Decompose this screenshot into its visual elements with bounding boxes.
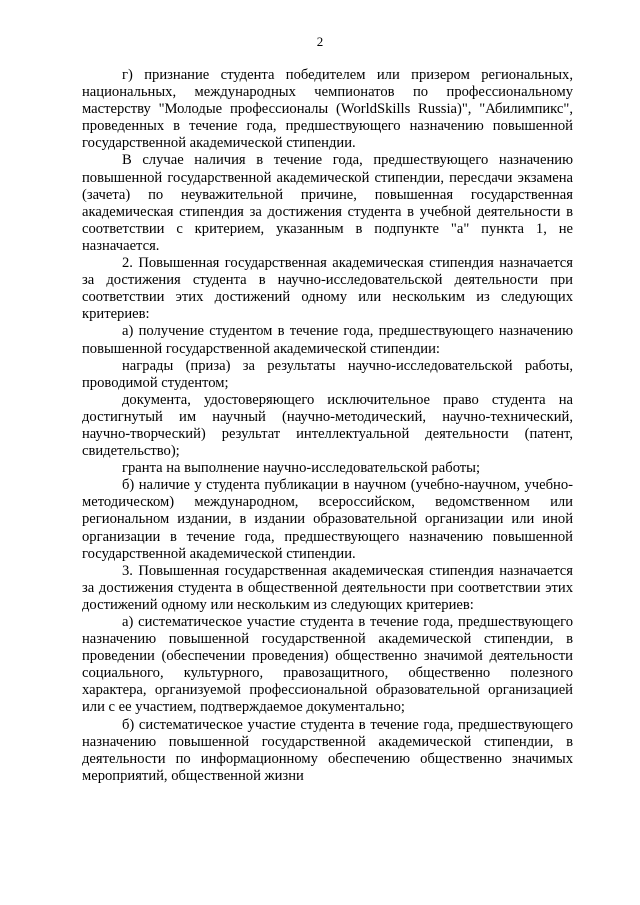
paragraph-section-2: 2. Повышенная государственная академическая стипендия назначается за достижения студента в научно-исследовательской деятельности при соответствии этих достижений одному или нескольким из следующих критериев: — [82, 255, 573, 323]
paragraph-award-item: награды (приза) за результаты научно-исследовательской работы, проводимой студентом; — [82, 357, 573, 391]
document-body — [82, 67, 573, 785]
page-number: 2 — [316, 34, 324, 49]
paragraph-patent-item: документа, удостоверяющего исключительное право студента на достигнутый им научный (научно-методический, научно-технический, научно-творческий) результат интеллектуальной деятельности (патент, свидетельство); — [82, 391, 573, 460]
paragraph-criterion-g: г) признание студента победителем или призером региональных, национальных, международных чемпионатов по профессиональному мастерству "Молодые профессионалы (WorldSkills Russia)", "Абилимпикс", проведенных в течение года, предшествующего назначению повышенной государственной академической стипендии. — [82, 67, 573, 152]
paragraph-criterion-3b: б) систематическое участие студента в течение года, предшествующего назначению повышенной государственной академической стипендии, в деятельности по информационному обеспечению общественно значимых мероприятий, общественной жизни — [82, 716, 573, 784]
paragraph-criterion-2a: а) получение студентом в течение года, предшествующего назначению повышенной государственной академической стипендии: — [82, 323, 573, 357]
paragraph-criterion-3a: а) систематическое участие студента в течение года, предшествующего назначению повышенной государственной академической стипендии, в проведении (обеспечении проведения) общественно значимой деятельности социального, культурного, правозащитного, общественно полезного характера, организуемой профессиональной образовательной организацией или с ее участием, подтверждаемое документально; — [82, 614, 573, 716]
paragraph-grant-item: гранта на выполнение научно-исследовательской работы; — [122, 460, 481, 477]
paragraph-criterion-2b: б) наличие у студента публикации в научном (учебно-научном, учебно-методическом) международном, всероссийском, ведомственном или региональном издании, в издании образовательной организации или иной организации в течение года, предшествующего назначению повышенной государственной академической стипендии. — [82, 477, 573, 562]
paragraph-section-3: 3. Повышенная государственная академическая стипендия назначается за достижения студента в общественной деятельности при соответствии этих достижений одному или нескольким из следующих критериев: — [82, 562, 573, 613]
paragraph-retake-exception: В случае наличия в течение года, предшествующего назначению повышенной государственной академической стипендии, пересдачи экзамена (зачета) по неуважительной причине, повышенная государственная академическая стипендия за достижения студента в учебной деятельности в соответствии с критерием, указанным в подпункте "а" пункта 1, не назначается. — [82, 152, 573, 254]
